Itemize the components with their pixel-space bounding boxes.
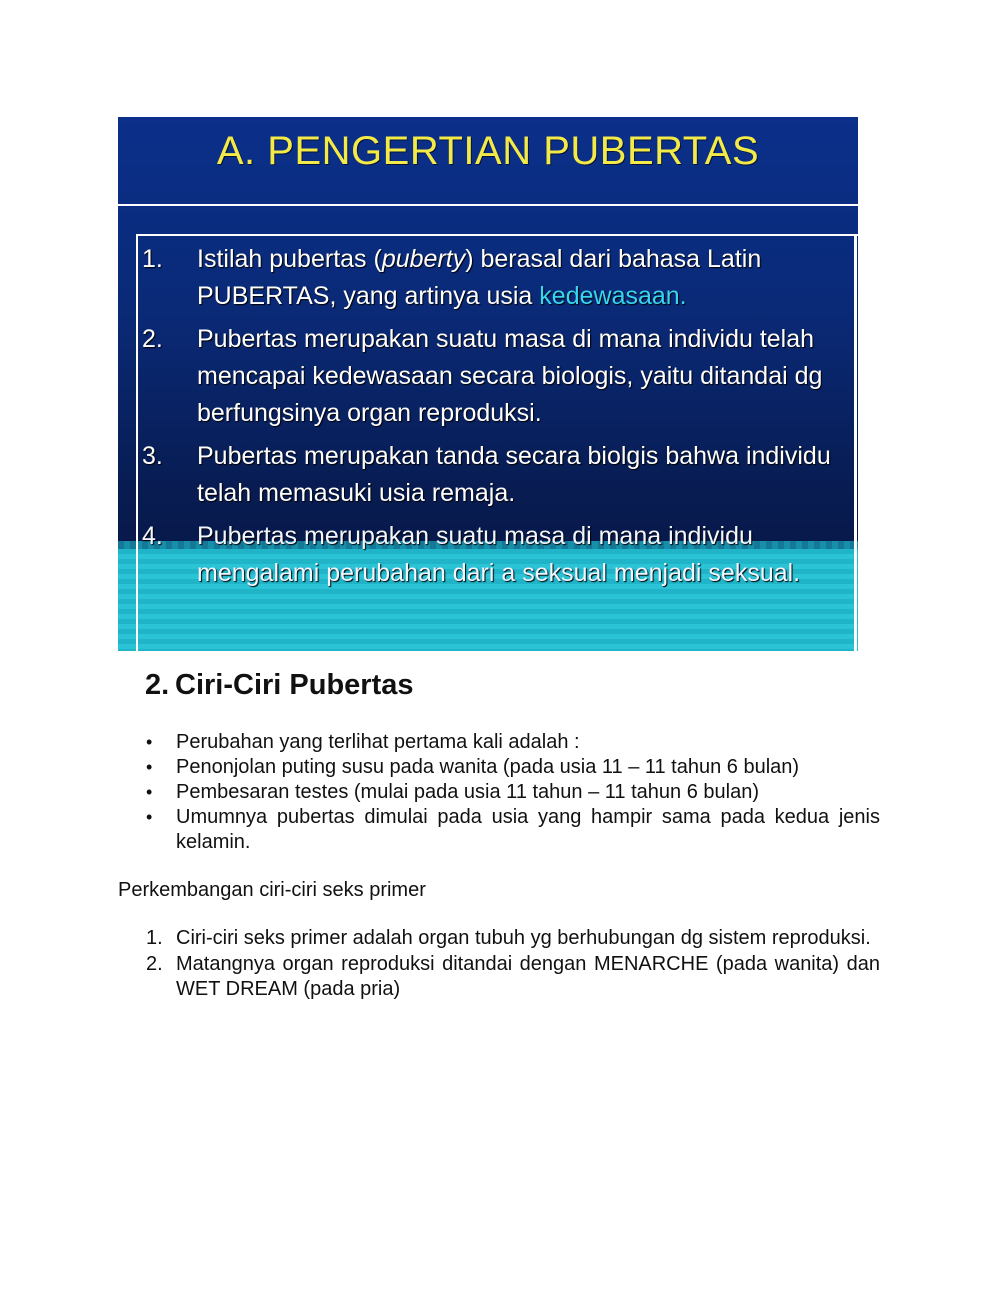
slide-title-divider xyxy=(118,204,858,206)
slide-item-emphasis: puberty xyxy=(381,245,466,273)
bullet-item: • Pembesaran testes (mulai pada usia 11 tahun – 11 tahun 6 bulan) xyxy=(176,780,880,805)
primer-item-text: Ciri-ciri seks primer adalah organ tubuh yg berhubungan dg sistem reproduksi. xyxy=(176,927,871,949)
slide-title: A. PENGERTIAN PUBERTAS xyxy=(216,129,760,173)
slide-item-number: 3. xyxy=(142,442,163,470)
section-number: 2. xyxy=(145,669,170,701)
slide-item-text: Pubertas merupakan tanda secara biolgis bahwa individu telah memasuki usia remaja. xyxy=(197,442,831,507)
slide-item-1 xyxy=(138,241,838,315)
primer-item-number: 2. xyxy=(146,953,163,975)
primer-intro: Perkembangan ciri-ciri seks primer xyxy=(118,879,426,901)
bullet-item: • Penonjolan puting susu pada wanita (pada usia 11 – 11 tahun 6 bulan) xyxy=(176,755,880,780)
slide-item-accent: kedewasaan. xyxy=(539,282,687,310)
bullet-item: • Umumnya pubertas dimulai pada usia yang hampir sama pada kedua jenis kelamin. xyxy=(176,805,880,855)
section-heading xyxy=(145,669,414,702)
primer-item xyxy=(146,926,880,951)
primer-item xyxy=(146,952,880,1002)
primer-item-number: 1. xyxy=(146,927,163,949)
slide-item-text: Pubertas merupakan suatu masa di mana individu telah mencapai kedewasaan secara biologis, yaitu ditandai dg berfungsinya organ reproduksi. xyxy=(197,325,823,427)
slide-item-text: Pubertas merupakan suatu masa di mana individu mengalami perubahan dari a seksual menjadi seksual. xyxy=(197,522,801,587)
slide-item-4 xyxy=(138,518,838,592)
slide-item-number: 2. xyxy=(142,325,163,353)
slide-item-text: ) berasal dari bahasa Latin PUBERTAS, yang artinya usia xyxy=(197,245,762,310)
slide-definition-list xyxy=(138,241,838,598)
slide-item-2 xyxy=(138,321,838,432)
slide-frame-edge xyxy=(854,234,857,651)
slide-item-number: 1. xyxy=(142,245,163,273)
slide-item-text: Istilah pubertas ( xyxy=(197,245,382,273)
section-title: Ciri-Ciri Pubertas xyxy=(175,669,414,701)
slide-item-number: 4. xyxy=(142,522,163,550)
primer-item-text: Matangnya organ reproduksi ditandai dengan MENARCHE (pada wanita) dan WET DREAM (pada pria) xyxy=(176,953,880,1000)
bullet-item: • Perubahan yang terlihat pertama kali adalah : xyxy=(176,730,880,755)
characteristics-list xyxy=(176,730,880,855)
primer-list xyxy=(146,926,880,1003)
slide-item-3 xyxy=(138,438,838,512)
slide-image xyxy=(118,117,858,651)
